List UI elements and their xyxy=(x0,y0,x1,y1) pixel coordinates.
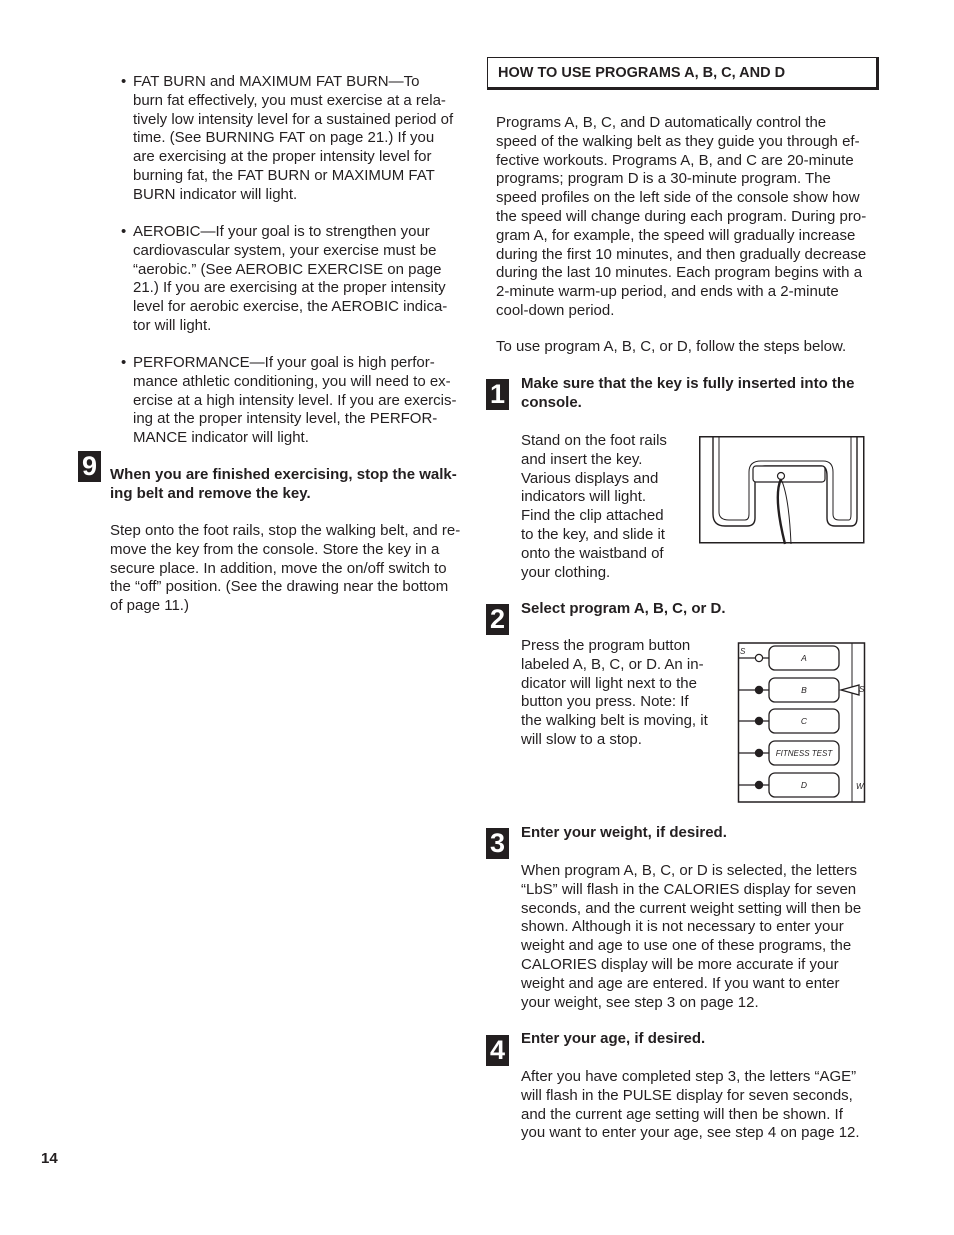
key-insertion-drawing xyxy=(699,436,866,545)
step-4-heading: Enter your age, if desired. xyxy=(521,1030,706,1047)
page-number: 14 xyxy=(41,1150,58,1167)
step-9-heading: When you are finished exercising, stop the walk- ing belt and remove the key. xyxy=(110,466,457,502)
program-button-label: D xyxy=(800,780,808,790)
step-3-number: 3 xyxy=(486,828,509,859)
section-title: HOW TO USE PROGRAMS A, B, C, AND D xyxy=(498,65,786,81)
program-button-label: C xyxy=(800,716,808,726)
step-3-heading: Enter your weight, if desired. xyxy=(521,824,727,841)
step-9-body: Step onto the foot rails, stop the walking belt, and re- move the key from the console. Store the key in a secure place. In addition, move the on/off switch to the “off” position. (See the drawing near the bottom of page 11.) xyxy=(110,522,461,615)
section-title-box xyxy=(487,57,879,90)
program-buttons-drawing xyxy=(737,641,867,805)
intro-paragraph: Programs A, B, C, and D automatically control the speed of the walking belt as they guide you through ef- fective workouts. Programs A, B, and C are 20-minute programs; program D is a 30-minute program. The speed profiles on the left side of the console show how the speed will change during each program. During pro- gram A, for example, the speed will gradually increase during the first 10 minutes, and then gradually decrease during the last 10 minutes. Each program begins with a 2-minute warm-up period, and ends with a 2-minute cool-down period. xyxy=(496,114,867,319)
step-2-heading: Select program A, B, C, or D. xyxy=(521,600,726,617)
bullet-performance xyxy=(121,354,478,448)
program-button-label: B xyxy=(801,685,807,695)
step-4-body: After you have completed step 3, the letters “AGE” will flash in the PULSE display for seven seconds, and the current age setting will then be shown. If you want to enter your age, see step 4 on page 12. xyxy=(521,1068,860,1142)
key-icon xyxy=(778,473,785,480)
step-2-number: 2 xyxy=(486,604,509,635)
bullet-aerobic xyxy=(121,223,478,336)
step-2-body: Press the program button labeled A, B, C, or D. An in- dicator will light next to the button you press. Note: If the walking belt is moving, it will slow to a stop. xyxy=(521,637,708,748)
program-button-label: A xyxy=(801,653,807,663)
step-1-number: 1 xyxy=(486,379,509,410)
key-slot xyxy=(753,466,825,482)
bullet-fat-burn-text: FAT BURN and MAXIMUM FAT BURN—To burn fat effectively, you must exercise at a rela- tively low intensity level for a sustained period of time. (See BURNING FAT on page 21.) If you are exercising at the proper intensity level for burning fat, the FAT BURN or MAXIMUM FAT BURN indicator will light. xyxy=(133,73,454,203)
bullet-dot: • xyxy=(121,354,127,371)
bullet-dot: • xyxy=(121,73,127,90)
edge-letter-top-left: S xyxy=(740,647,746,656)
step-9-number: 9 xyxy=(78,451,101,482)
step-1-heading: Make sure that the key is fully inserted into the console. xyxy=(521,375,855,411)
bullet-fat-burn xyxy=(121,73,478,205)
edge-letter-right-mid: S xyxy=(859,685,865,694)
step-4-number: 4 xyxy=(486,1035,509,1066)
bullet-aerobic-text: AEROBIC—If your goal is to strengthen your cardiovascular system, your exercise must be “aerobic.” (See AEROBIC EXERCISE on page 21.) If you are exercising at the proper intensity level for aerobic exercise, the AEROBIC indica- tor will light. xyxy=(133,223,448,334)
bullet-performance-text: PERFORMANCE—If your goal is high perfor- mance athletic conditioning, you will need to ex- ercise at a high intensity level. If you are exercis- ing at the proper intensity level, the PERFOR- MANCE indicator will light. xyxy=(133,354,457,447)
program-indicator-light xyxy=(755,781,762,788)
step-1-body: Stand on the foot rails and insert the key. Various displays and indicators will light. Find the clip attached to the key, and slide it onto the waistband of your clothing. xyxy=(521,432,667,581)
program-indicator-light xyxy=(755,654,762,661)
step-3-body: When program A, B, C, or D is selected, the letters “LbS” will flash in the CALORIES display for seven seconds, and the current weight setting will then be shown. Although it is not necessary to enter your weight and age to use one of these programs, the CALORIES display will be more accurate if your weight and age are entered. If you want to enter your weight, see step 3 on page 12. xyxy=(521,862,862,1011)
program-indicator-light xyxy=(755,717,762,724)
bullet-dot: • xyxy=(121,223,127,240)
program-indicator-light xyxy=(755,686,762,693)
edge-letter-bottom-right: W xyxy=(856,782,864,791)
intro-paragraph-2: To use program A, B, C, or D, follow the steps below. xyxy=(496,338,847,355)
program-button-label: FITNESS TEST xyxy=(775,749,833,758)
program-indicator-light xyxy=(755,749,762,756)
